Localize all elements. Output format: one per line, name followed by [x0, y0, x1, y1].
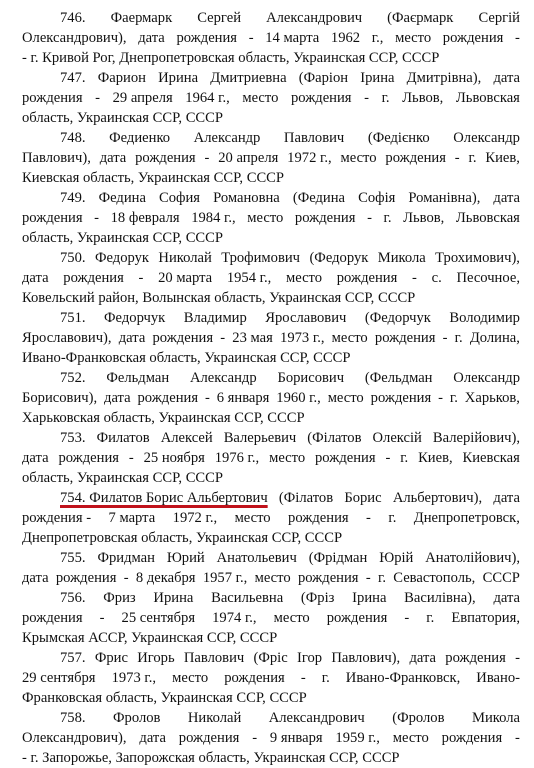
word: Николай: [158, 250, 212, 266]
word: -: [138, 270, 144, 286]
word: (Фрідман: [308, 550, 368, 566]
word: (Фріс: [253, 650, 288, 666]
word: 757.: [60, 650, 86, 666]
word: Фриз: [103, 590, 136, 606]
entry-754-line-3: Днепропетровская область, Украинская ССР, СССР: [22, 530, 343, 546]
word: 1957 г.,: [202, 570, 248, 586]
entry-746-line-2: [22, 28, 520, 48]
word: Юрий: [166, 550, 205, 566]
entry-747-line-3: область, Украинская ССР, СССР: [22, 110, 224, 126]
entry-756-line-3: Крымская АССР, Украинская ССР, СССР: [22, 630, 278, 646]
entry-758-line-3: - г. Запорожье, Запорожская область, Украинская ССР, СССР: [22, 750, 400, 766]
entry-757-line-2: [22, 668, 520, 688]
word: рождения: [297, 570, 359, 586]
entry-751-line-3: Ивано-Франковская область, Украинская ССР, СССР: [22, 350, 351, 366]
word: 748.: [60, 130, 86, 146]
word: Львов,: [403, 210, 445, 226]
word: рождения: [288, 510, 349, 526]
word: (Федієнко: [367, 130, 430, 146]
word: рождения: [385, 150, 446, 166]
word: -: [220, 330, 226, 346]
word: место: [331, 330, 368, 346]
entry-748-line-2: [22, 148, 520, 168]
word: Олексій: [372, 430, 422, 446]
highlighted-name: 754. Филатов Борис Альбертович: [60, 490, 268, 506]
word: Трофимович: [221, 250, 301, 266]
word: рождения: [441, 730, 503, 746]
word: Сергей: [197, 10, 242, 26]
word: Валерійович),: [432, 430, 520, 446]
word: (Фаєрмарк: [387, 10, 454, 26]
word: -: [366, 510, 371, 526]
word: Евпатория,: [451, 610, 520, 626]
word: Микола: [471, 710, 520, 726]
word: 14 марта: [265, 30, 320, 46]
word: Федиенко: [109, 130, 171, 146]
word: 1959 г.,: [335, 730, 380, 746]
word: место: [286, 270, 323, 286]
word: г.: [377, 570, 386, 586]
word: рождения: [22, 610, 83, 626]
word: Васильевна: [211, 590, 284, 606]
word: Фролов: [113, 710, 161, 726]
word: Борис: [344, 490, 382, 506]
word: Анатолійович),: [425, 550, 520, 566]
word: -: [367, 210, 372, 226]
word: -: [123, 570, 129, 586]
word: место: [269, 450, 306, 466]
word: Александр: [189, 370, 257, 386]
word: 29 апреля: [112, 90, 173, 106]
word: 20 апреля: [218, 150, 279, 166]
word: Алексей: [160, 430, 213, 446]
word: Павлович),: [331, 650, 401, 666]
entry-751-line-2: [22, 328, 520, 348]
word: 755.: [60, 550, 86, 566]
word: рождения: [152, 330, 214, 346]
word: Олександр: [453, 130, 520, 146]
word: 1962: [330, 30, 361, 46]
word: дата: [493, 190, 520, 206]
word: место: [392, 730, 429, 746]
entry-752-line-3: Харьковская область, Украинская ССР, СССР: [22, 410, 305, 426]
word: -: [364, 90, 369, 106]
word: дата: [493, 70, 520, 86]
word: -: [204, 390, 210, 406]
word: Павлович: [283, 130, 345, 146]
word: Киев,: [418, 450, 453, 466]
word: дата: [139, 730, 166, 746]
word: место: [254, 570, 291, 586]
word: г.: [426, 610, 435, 626]
word: рождения: [336, 270, 398, 286]
entry-748-line-3: Киевская область, Украинская ССР, СССР: [22, 170, 285, 186]
word: Днепропетровск,: [413, 510, 520, 526]
word: Борисович: [277, 370, 345, 386]
word: г.: [400, 450, 409, 466]
word: -: [99, 610, 105, 626]
word: дата: [99, 150, 127, 166]
word: 18 февраля: [110, 210, 180, 226]
word: Федорук: [94, 250, 149, 266]
word: Анатольевич: [216, 550, 297, 566]
word: -: [442, 330, 448, 346]
word: рождения: [224, 670, 285, 686]
word: дата: [104, 390, 131, 406]
word: -: [515, 650, 520, 666]
word: Ігор: [296, 650, 323, 666]
word: (Федорук: [309, 250, 369, 266]
word: рождения: [63, 270, 124, 286]
word: Романівна),: [408, 190, 481, 206]
word: (Фролов: [392, 710, 445, 726]
word: 747.: [60, 70, 86, 86]
word: 752.: [60, 370, 86, 386]
word: рождения: [374, 330, 436, 346]
entry-758-line-1: [60, 708, 520, 728]
word: Борисович),: [22, 390, 98, 406]
word: г.: [468, 150, 477, 166]
word: (Фаріон: [298, 70, 349, 86]
word: рождения: [55, 570, 117, 586]
word: Ирина: [158, 70, 199, 86]
word: 756.: [60, 590, 86, 606]
word: рождения: [294, 210, 356, 226]
word: рождения: [326, 610, 388, 626]
entry-750-line-2: [22, 268, 520, 288]
word: 758.: [60, 710, 86, 726]
entry-749-line-3: область, Украинская ССР, СССР: [22, 230, 224, 246]
word: дата: [22, 570, 49, 586]
word: рождения: [442, 30, 504, 46]
entry-756-line-2: [22, 608, 520, 628]
word: -: [438, 390, 443, 406]
word: 7 марта: [108, 510, 156, 526]
word: Софія: [358, 190, 396, 206]
word: Александрович: [266, 10, 363, 26]
word: -: [94, 210, 100, 226]
word: -: [252, 730, 258, 746]
word: рождения: [445, 650, 506, 666]
word: 25 сентября: [121, 610, 196, 626]
word: дата: [409, 650, 436, 666]
word: Фрис: [94, 650, 128, 666]
word: Долина,: [469, 330, 520, 346]
word: 749.: [60, 190, 86, 206]
word: место: [340, 150, 377, 166]
word: (Федорчук: [364, 310, 431, 326]
word: Львовская: [455, 210, 520, 226]
word: Валерьевич: [223, 430, 297, 446]
word: рождения: [176, 30, 238, 46]
entry-746-line-1: [60, 8, 520, 28]
word: 1960 г.,: [276, 390, 321, 406]
word: г.: [449, 390, 458, 406]
word: -: [385, 450, 391, 466]
word: Киев,: [485, 150, 520, 166]
word: место: [327, 390, 364, 406]
word: Севастополь,: [393, 570, 476, 586]
word: (Фельдман: [364, 370, 433, 386]
word: Песочное,: [456, 270, 520, 286]
word: СССР: [482, 570, 520, 586]
word: Филатов: [96, 430, 150, 446]
entry-754-line-2: [22, 508, 520, 528]
entry-749-line-1: [60, 188, 520, 208]
word: 1973 г.,: [111, 670, 157, 686]
word: 8 декабря: [135, 570, 196, 586]
word: (Федина: [292, 190, 346, 206]
entry-750-line-1: [60, 248, 520, 268]
word: -: [515, 30, 520, 46]
word: дата: [493, 490, 520, 506]
word: Федина: [98, 190, 146, 206]
word: 20 марта: [158, 270, 213, 286]
word: г.: [381, 90, 390, 106]
word: -: [204, 150, 210, 166]
word: рождения: [22, 90, 83, 106]
word: рождения: [178, 730, 240, 746]
word: 23 мая: [232, 330, 273, 346]
word: Дмитрівна),: [406, 70, 482, 86]
word: место: [242, 90, 279, 106]
word: 751.: [60, 310, 86, 326]
word: Ярославович),: [22, 330, 112, 346]
entry-752-line-2: [22, 388, 520, 408]
word: 750.: [60, 250, 86, 266]
word: Володимир: [449, 310, 520, 326]
word: 1954 г.,: [226, 270, 272, 286]
entry-748-line-1: [60, 128, 520, 148]
word: (Фріз: [300, 590, 335, 606]
word: Трохимович),: [435, 250, 520, 266]
word: Фельдман: [106, 370, 170, 386]
entry-756-line-1: [60, 588, 520, 608]
word: Сергій: [478, 10, 520, 26]
word: 9 января: [269, 730, 323, 746]
entry-746-line-3: - г. Кривой Рог, Днепропетровская область, Украинская ССР, СССР: [22, 50, 440, 66]
word: рождения: [58, 450, 119, 466]
word: Дмитриевна: [210, 70, 287, 86]
word: Олександрович),: [22, 30, 127, 46]
word: София: [159, 190, 201, 206]
word: рождения: [370, 390, 432, 406]
word: Львовская: [455, 90, 520, 106]
word: 1974 г.,: [212, 610, 257, 626]
word: Николай: [187, 710, 242, 726]
word: 1984 г.,: [191, 210, 236, 226]
word: -: [454, 150, 460, 166]
word: Александр: [193, 130, 261, 146]
word: -: [412, 270, 417, 286]
word: г.: [454, 330, 463, 346]
entry-753-line-1: [60, 428, 520, 448]
word: (Філатов: [278, 490, 334, 506]
word: (Філатов: [307, 430, 362, 446]
word: 753.: [60, 430, 86, 446]
word: г.: [383, 210, 392, 226]
entry-749-line-2: [22, 208, 520, 228]
entry-757-line-3: Франковская область, Украинская ССР, СССР: [22, 690, 307, 706]
word: Юрій: [379, 550, 414, 566]
word: Фридман: [97, 550, 155, 566]
word: -: [128, 450, 134, 466]
entry-752-line-1: [60, 368, 520, 388]
word: Ірина: [352, 590, 387, 606]
word: 25 ноября: [143, 450, 205, 466]
word: Микола: [377, 250, 426, 266]
word: Харьков,: [464, 390, 520, 406]
word: Олександр: [453, 370, 520, 386]
word: рождения: [315, 450, 376, 466]
word: Киевская: [462, 450, 520, 466]
word: 1964 г.,: [185, 90, 230, 106]
word: дата: [493, 590, 520, 606]
entry-747-line-1: [60, 68, 520, 88]
word: рождения: [137, 390, 199, 406]
word: дата: [22, 450, 49, 466]
word: 1973 г.,: [280, 330, 325, 346]
word: Олександрович),: [22, 730, 127, 746]
word: Ивано-: [476, 670, 520, 686]
word: Павлович),: [22, 150, 91, 166]
entry-758-line-2: [22, 728, 520, 748]
word: Александрович: [268, 710, 365, 726]
word: место: [273, 610, 310, 626]
word: Ирина: [153, 590, 194, 606]
word: Федорчук: [104, 310, 166, 326]
entry-750-line-3: Ковельский район, Волынская область, Украинская ССР, СССР: [22, 290, 416, 306]
word: рождения: [290, 90, 352, 106]
word: дата: [22, 270, 49, 286]
word: -: [300, 670, 306, 686]
word: Фаермарк: [110, 10, 173, 26]
entry-753-line-3: область, Украинская ССР, СССР: [22, 470, 224, 486]
entry-755-line-2: [22, 568, 520, 588]
word: Фарион: [97, 70, 146, 86]
word: дата: [118, 330, 146, 346]
word: г.,: [371, 30, 384, 46]
word: рождения: [135, 150, 196, 166]
entry-755-line-1: [60, 548, 520, 568]
word: Романовна: [213, 190, 280, 206]
word: 1972 г.,: [172, 510, 218, 526]
entry-751-line-1: [60, 308, 520, 328]
word: Василівна),: [404, 590, 476, 606]
word: рождения: [22, 210, 83, 226]
word: 746.: [60, 10, 86, 26]
entry-747-line-2: [22, 88, 520, 108]
word: г.: [388, 510, 397, 526]
word: Владимир: [183, 310, 247, 326]
word: Ярославович: [265, 310, 347, 326]
word: Львов,: [402, 90, 444, 106]
word: дата: [138, 30, 165, 46]
word: Альбертович),: [392, 490, 483, 506]
entry-754-line-1: [60, 488, 520, 508]
entry-757-line-1: [60, 648, 520, 668]
word: -: [515, 730, 520, 746]
word: с.: [431, 270, 442, 286]
entry-753-line-2: [22, 448, 520, 468]
word: -: [404, 610, 410, 626]
word: Павлович: [183, 650, 245, 666]
word: Ірина: [360, 70, 395, 86]
word: 1972 г.,: [287, 150, 332, 166]
word: 6 января: [216, 390, 270, 406]
word: Ивано-Франковск,: [345, 670, 461, 686]
word: Игорь: [137, 650, 175, 666]
word: -: [95, 90, 101, 106]
word: место: [172, 670, 209, 686]
word: место: [247, 210, 284, 226]
word: -: [365, 570, 371, 586]
word: -: [248, 30, 254, 46]
word: рождения -: [22, 510, 92, 526]
word: 1976 г.,: [214, 450, 260, 466]
word: место: [234, 510, 271, 526]
word: г.: [321, 670, 330, 686]
word: 29 сентября: [22, 670, 96, 686]
word: место: [395, 30, 432, 46]
